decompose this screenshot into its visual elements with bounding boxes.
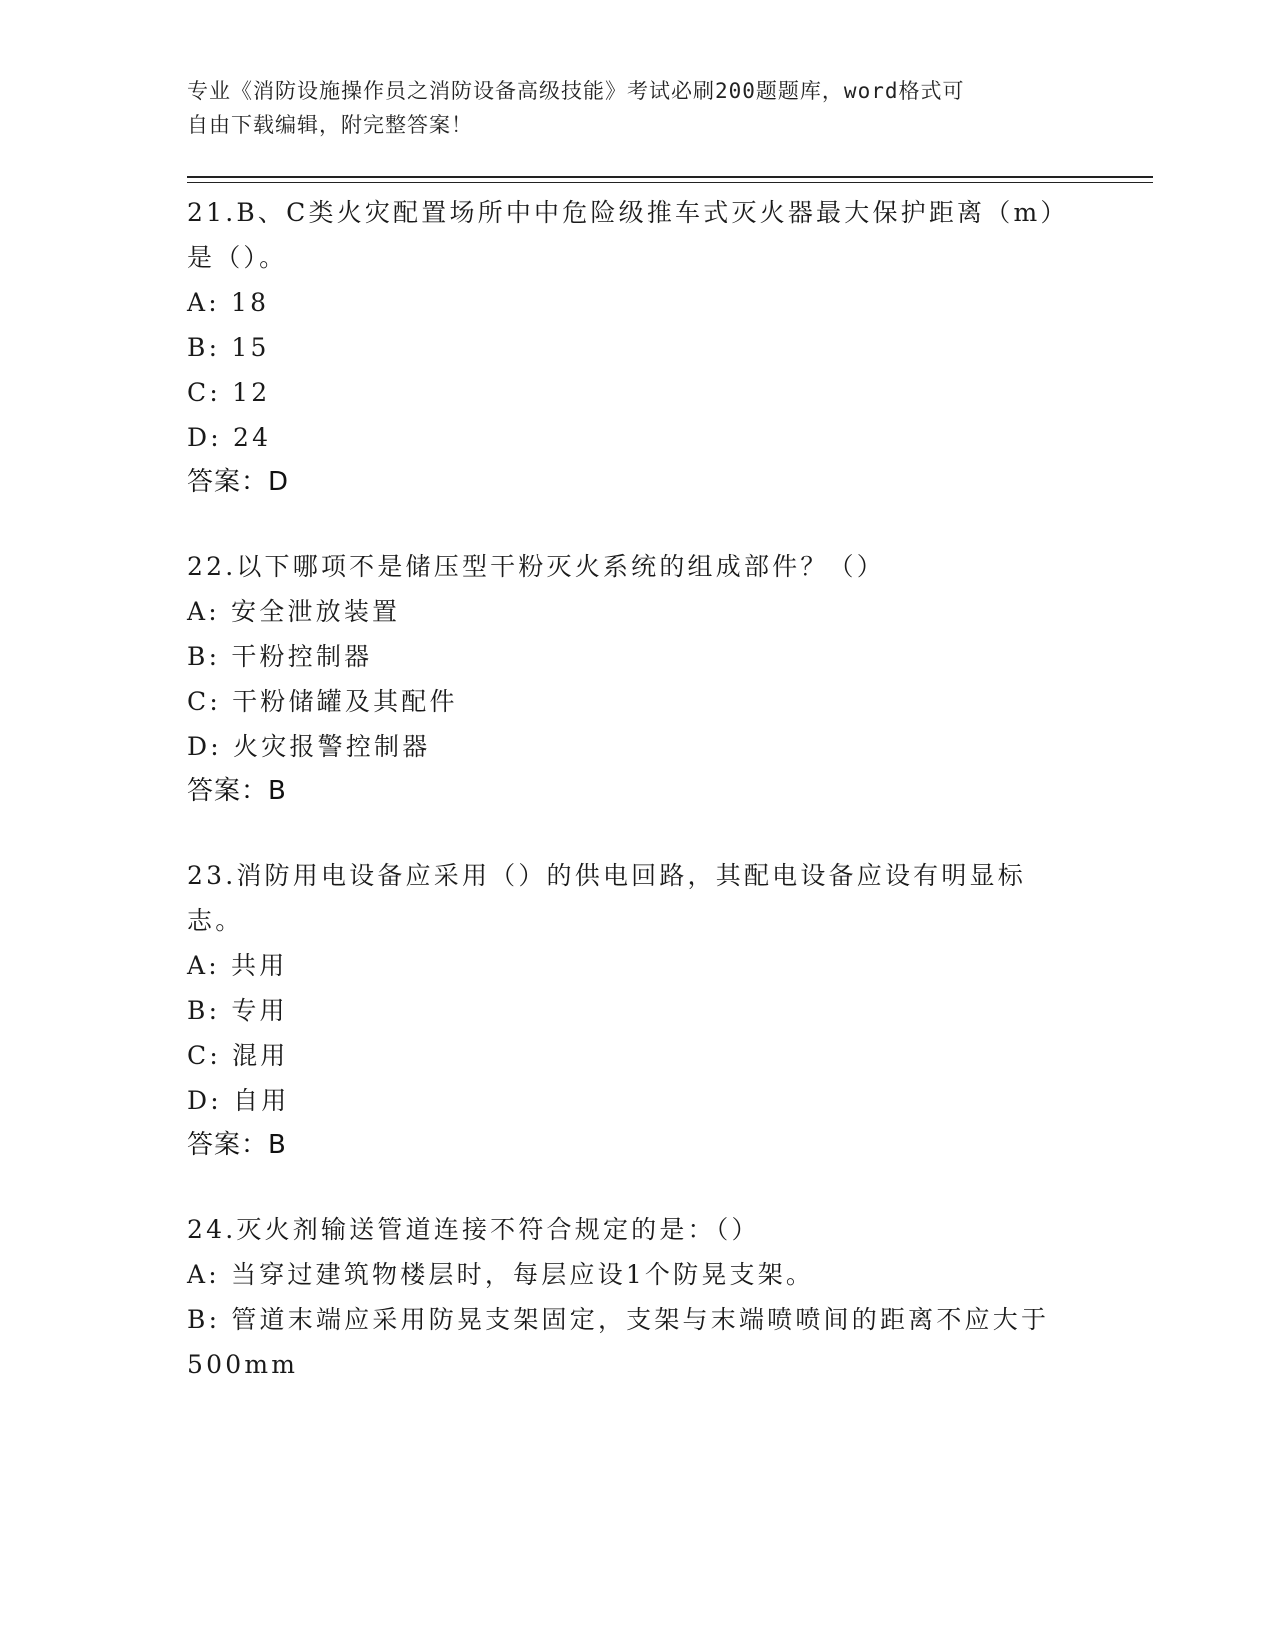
header-line-2: 自由下载编辑，附完整答案！ <box>187 113 473 137</box>
question-22 <box>187 544 1077 813</box>
question-stem: 23.消防用电设备应采用（）的供电回路，其配电设备应设有明显标志。 <box>187 861 1026 935</box>
option-c: C: 干粉储罐及其配件 <box>187 687 458 716</box>
header-divider-thin <box>187 182 1153 183</box>
option-a: A: 当穿过建筑物楼层时，每层应设1个防晃支架。 <box>187 1260 815 1289</box>
header-line-1: 专业《消防设施操作员之消防设备高级技能》考试必刷200题题库，word格式可 <box>187 79 965 103</box>
header-divider-thick <box>187 176 1153 178</box>
question-stem: 24.灭火剂输送管道连接不符合规定的是：（） <box>187 1215 760 1244</box>
option-d: D: 自用 <box>187 1086 290 1115</box>
answer-line: 答案：B <box>187 1130 287 1160</box>
question-stem: 22.以下哪项不是储压型干粉灭火系统的组成部件？（） <box>187 552 885 581</box>
option-d: D: 火灾报警控制器 <box>187 732 431 761</box>
option-b: B: 干粉控制器 <box>187 642 373 671</box>
option-a: A: 共用 <box>187 951 288 980</box>
option-a: A: 安全泄放装置 <box>187 597 401 626</box>
option-a: A: 18 <box>187 288 270 317</box>
answer-line: 答案：D <box>187 467 290 497</box>
document-header <box>187 74 1067 142</box>
option-b: B: 15 <box>187 333 270 362</box>
question-21 <box>187 190 1077 504</box>
option-b: B: 管道末端应采用防晃支架固定，支架与末端喷喷间的距离不应大于500mm <box>187 1305 1050 1379</box>
question-list <box>187 190 1077 1427</box>
question-23 <box>187 853 1077 1167</box>
option-d: D: 24 <box>187 423 272 452</box>
option-c: C: 12 <box>187 378 271 407</box>
question-stem: 21.B、C类火灾配置场所中中危险级推车式灭火器最大保护距离（m）是（）。 <box>187 198 1069 272</box>
option-b: B: 专用 <box>187 996 288 1025</box>
question-24 <box>187 1207 1077 1387</box>
answer-line: 答案：B <box>187 776 287 806</box>
option-c: C: 混用 <box>187 1041 289 1070</box>
